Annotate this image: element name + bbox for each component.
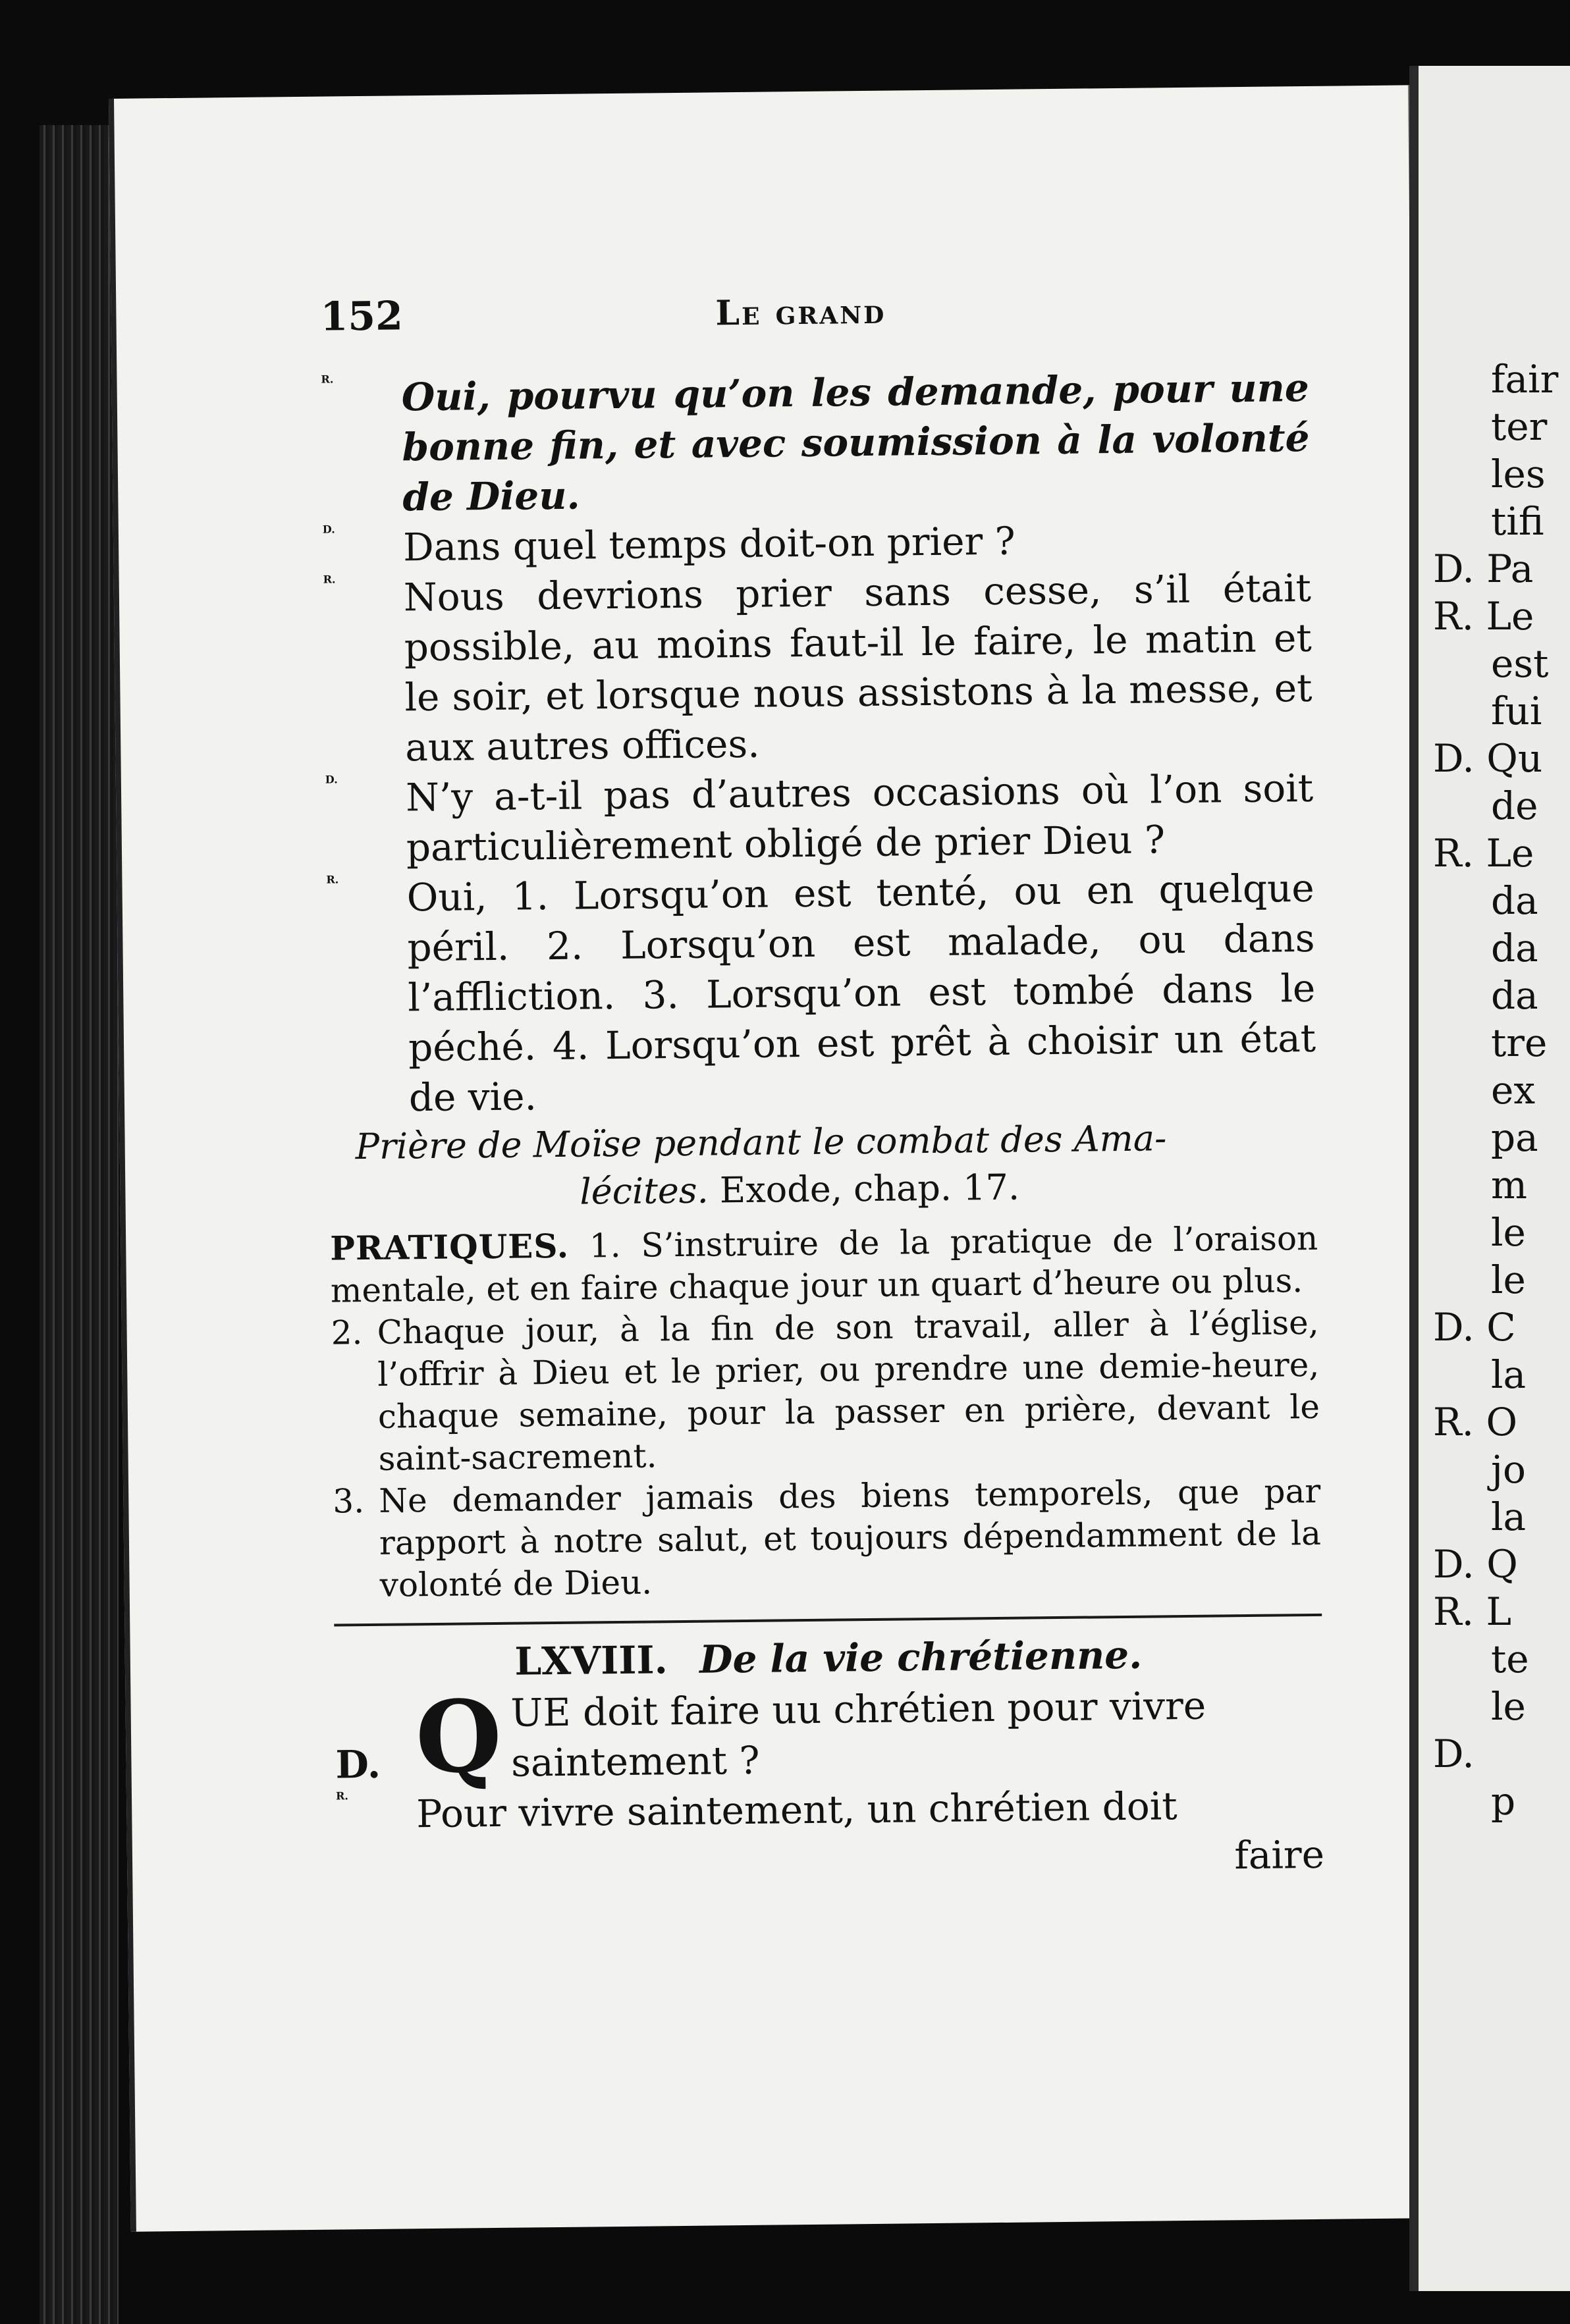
section-answer xyxy=(336,1780,1324,1840)
page-body xyxy=(321,363,1324,1890)
right-line: fair xyxy=(1491,357,1559,402)
right-line: R. O xyxy=(1433,1400,1518,1444)
section-question xyxy=(335,1678,1324,1796)
qa-label: R. xyxy=(326,873,339,886)
right-line: D. C xyxy=(1433,1305,1516,1350)
qa-label: R. xyxy=(323,573,336,586)
right-line: D. Q xyxy=(1433,1542,1518,1587)
pratique-text: Chaque jour, à la fin de son travail, aller à l’église, l’offrir à Dieu et le prier, ou prendre une demie-heure, chaque semaine, pour la passer en prière, devant le saint-sacrement. xyxy=(377,1303,1320,1478)
qa-text: N’y a-t-il pas d’autres occasions où l’on soit particulièrement obligé de prier Dieu ? xyxy=(405,765,1314,870)
right-line: R. L xyxy=(1433,1589,1512,1634)
qa-label: D. xyxy=(322,523,335,536)
qa-text: Pour vivre saintement, un chrétien doit xyxy=(416,1783,1178,1837)
left-page xyxy=(109,85,1434,2232)
right-line: le xyxy=(1491,1257,1526,1302)
pratiques-section xyxy=(330,1217,1322,1607)
right-page-fragment xyxy=(1409,66,1570,2291)
pratique-item xyxy=(331,1302,1320,1481)
right-line: fui xyxy=(1491,689,1542,733)
qa-label: D. xyxy=(325,773,338,786)
answer-paragraph xyxy=(323,563,1313,774)
prayer-line-2-italic: lécites. xyxy=(580,1169,709,1213)
right-line: R. Le xyxy=(1433,831,1534,876)
qa-text: Dans quel temps doit-on prier ? xyxy=(402,518,1016,570)
right-line: te xyxy=(1491,1637,1529,1681)
right-page-lines xyxy=(1419,66,1570,1825)
drop-cap: Q xyxy=(415,1678,502,1796)
right-line: est xyxy=(1491,641,1549,686)
right-line: tre xyxy=(1491,1020,1548,1065)
right-line: le xyxy=(1491,1684,1526,1729)
right-line: pa xyxy=(1491,1115,1538,1160)
right-line: p xyxy=(1491,1779,1516,1824)
right-line: jo xyxy=(1491,1447,1526,1492)
right-line: ter xyxy=(1491,404,1548,449)
pratique-text: S’instruire de la pratique de l’oraison mentale, et en faire chaque jour un quart d’heure ou plus. xyxy=(330,1219,1318,1310)
pratique-number: 3. xyxy=(333,1482,365,1521)
qa-label: R. xyxy=(321,373,334,386)
pratique-number: 1. xyxy=(589,1226,621,1265)
qa-text: Nous devrions prier sans cesse, s’il était possible, au moins faut-il le faire, le matin et le soir, et lorsque nous assistons à la messe, et aux autres offices. xyxy=(403,565,1313,770)
page-header xyxy=(320,282,1440,347)
prayer-note xyxy=(329,1113,1317,1219)
section-divider xyxy=(334,1614,1322,1627)
prayer-line-2 xyxy=(356,1161,1318,1218)
pratique-text: Ne demander jamais des biens temporels, que par rapport à notre salut, et toujours dépendamment de la volonté de Dieu. xyxy=(379,1471,1322,1604)
prayer-reference: Exode, chap. 17. xyxy=(719,1166,1020,1211)
running-title: Le grand xyxy=(715,291,886,334)
book-spine-edge xyxy=(40,125,119,2324)
right-line: ex xyxy=(1491,1068,1536,1113)
page-number: 152 xyxy=(320,293,404,340)
section-number: LXVIII. xyxy=(514,1637,668,1684)
right-line: R. Le xyxy=(1433,594,1534,639)
right-line: le xyxy=(1491,1210,1526,1255)
right-line: da xyxy=(1491,926,1538,970)
right-line: de xyxy=(1491,783,1538,828)
answer-paragraph xyxy=(326,863,1316,1124)
pratique-item xyxy=(330,1217,1318,1312)
right-line: la xyxy=(1491,1352,1527,1397)
right-line: tifi xyxy=(1491,499,1544,544)
question-paragraph xyxy=(325,763,1314,874)
qa-text: Oui, pourvu qu’on les demande, pour une bonne fin, et avec soumission à la volonté de Dieu. xyxy=(401,365,1310,520)
right-line: D. Qu xyxy=(1433,736,1543,781)
right-line: les xyxy=(1491,452,1546,496)
right-line: da xyxy=(1491,878,1538,923)
prayer-line-1: Prière de Moïse pendant le combat des Ama- xyxy=(355,1117,1167,1168)
qa-text: UE doit faire uu chrétien pour vivre saintement ? xyxy=(510,1683,1206,1785)
right-line: D. xyxy=(1433,1731,1475,1776)
right-line: da xyxy=(1491,973,1538,1018)
qa-label: R. xyxy=(335,1789,348,1803)
pratique-item xyxy=(333,1470,1322,1607)
right-line: la xyxy=(1491,1494,1527,1539)
section-heading: De la vie chrétienne. xyxy=(699,1632,1143,1682)
qa-text: Oui, 1. Lorsqu’on est tenté, ou en quelque péril. 2. Lorsqu’on est malade, ou dans l’affliction. 3. Lorsqu’on est tombé dans le péché. 4. Lorsqu’on est prêt à choisir un état de vie. xyxy=(406,865,1316,1121)
qa-label: D. xyxy=(335,1741,381,1787)
catchword: faire xyxy=(1234,1832,1325,1878)
answer-paragraph xyxy=(321,363,1310,523)
right-line: D. Pa xyxy=(1433,546,1534,591)
pratique-number: 2. xyxy=(331,1313,363,1352)
pratiques-heading: PRATIQUES. xyxy=(329,1226,570,1268)
right-line: m xyxy=(1491,1163,1527,1207)
